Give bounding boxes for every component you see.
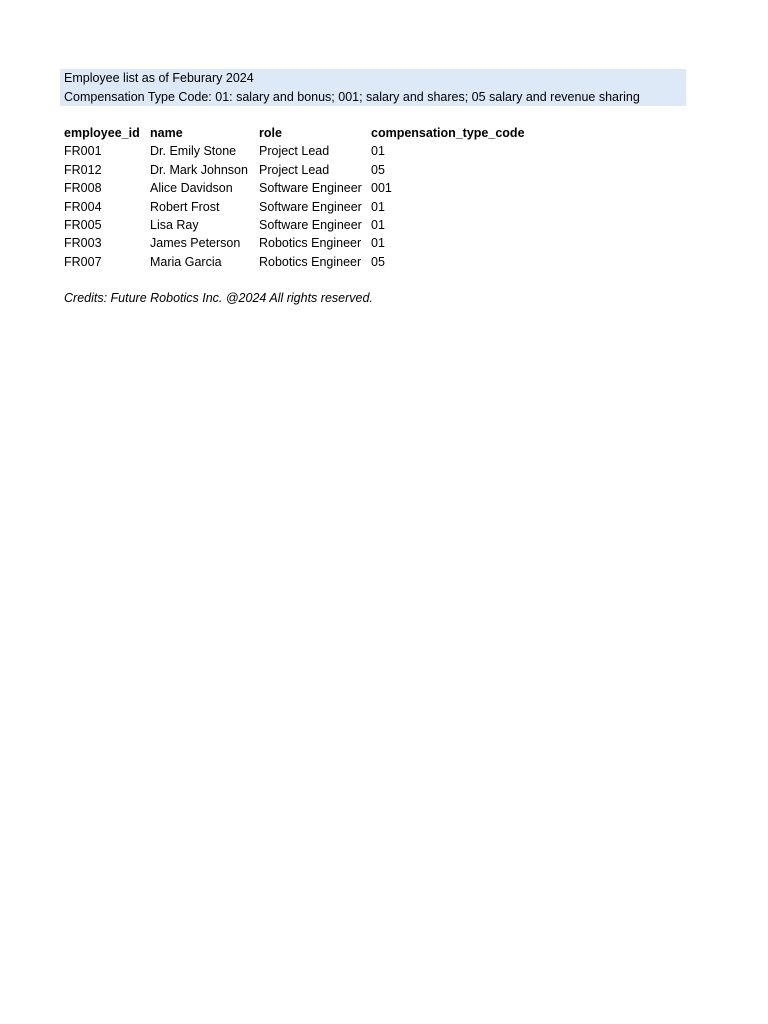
- cell-employee-id: FR003: [64, 236, 102, 251]
- cell-employee-id: FR008: [64, 181, 102, 196]
- column-header-employee-id: employee_id: [64, 126, 140, 140]
- table-row: [60, 253, 531, 271]
- cell-employee-id: FR005: [64, 218, 102, 233]
- cell-name: Dr. Mark Johnson: [150, 162, 248, 177]
- cell-role: Robotics Engineer: [259, 254, 362, 269]
- table-header-row: [60, 124, 531, 142]
- column-header-role: role: [259, 126, 282, 140]
- cell-employee-id: FR001: [64, 144, 102, 159]
- table-row: [60, 161, 531, 179]
- cell-compensation-code: 01: [371, 236, 385, 251]
- cell-role: Project Lead: [259, 162, 330, 177]
- cell-compensation-code: 01: [371, 144, 385, 159]
- cell-name: Maria Garcia: [150, 254, 222, 269]
- cell-name: Alice Davidson: [150, 181, 233, 196]
- cell-name: Robert Frost: [150, 199, 220, 214]
- cell-name: Lisa Ray: [150, 218, 199, 233]
- cell-compensation-code: 05: [371, 162, 385, 177]
- cell-role: Software Engineer: [259, 181, 362, 196]
- sheet-title: Employee list as of Feburary 2024: [64, 71, 254, 85]
- cell-name: Dr. Emily Stone: [150, 144, 237, 159]
- column-header-name: name: [150, 126, 183, 140]
- table-row: [60, 234, 531, 252]
- credits-line: Credits: Future Robotics Inc. @2024 All rights reserved.: [64, 291, 373, 305]
- compensation-legend: Compensation Type Code: 01: salary and bonus; 001; salary and shares; 05 salary and revenue sharing: [64, 89, 640, 104]
- table-row: [60, 216, 531, 234]
- cell-employee-id: FR007: [64, 254, 102, 269]
- cell-role: Robotics Engineer: [259, 236, 362, 251]
- cell-employee-id: FR004: [64, 199, 102, 214]
- cell-name: James Peterson: [150, 236, 241, 251]
- employee-table: [60, 124, 531, 271]
- cell-employee-id: FR012: [64, 162, 102, 177]
- cell-role: Project Lead: [259, 144, 330, 159]
- table-row: [60, 142, 531, 160]
- table-row: [60, 179, 531, 197]
- cell-compensation-code: 001: [371, 181, 392, 196]
- column-header-compensation-type-code: compensation_type_code: [371, 126, 525, 140]
- cell-compensation-code: 05: [371, 254, 385, 269]
- cell-compensation-code: 01: [371, 199, 385, 214]
- table-row: [60, 198, 531, 216]
- header-block: [60, 69, 686, 106]
- cell-role: Software Engineer: [259, 199, 362, 214]
- cell-compensation-code: 01: [371, 218, 385, 233]
- cell-role: Software Engineer: [259, 218, 362, 233]
